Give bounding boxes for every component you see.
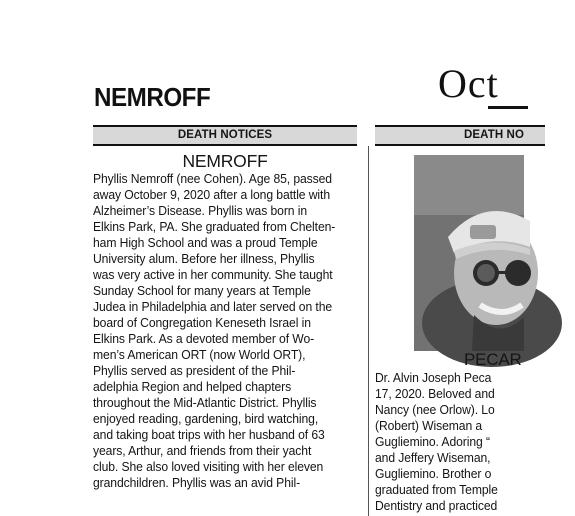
- obituary-line: Judea in Philadelphia and later served on the: [93, 299, 333, 314]
- section-label-death-notices: DEATH NOTICES: [93, 125, 357, 146]
- obituary-column-nemroff: [93, 125, 357, 491]
- obituary-line: Alzheimer’s Disease. Phyllis was born in: [93, 203, 308, 218]
- obituary-photo: [414, 155, 524, 351]
- obituary-line: was very active in her community. She taught: [93, 267, 333, 282]
- obituary-body: [375, 370, 565, 514]
- obituary-line: and Jeffery Wiseman,: [375, 450, 491, 465]
- obituary-line: away October 9, 2020 after a long battle with: [93, 187, 330, 202]
- obituary-name-header: NEMROFF: [94, 82, 211, 112]
- obituary-line: Dr. Alvin Joseph Peca: [375, 370, 492, 385]
- obituary-line: Sunday School for many years at Temple: [93, 283, 311, 298]
- obituary-line: (Robert) Wiseman a: [375, 418, 483, 433]
- obituary-line: ham High School and was a proud Temple: [93, 235, 318, 250]
- section-label-death-notices: DEATH NO: [375, 125, 545, 146]
- obituary-line: Phyllis Nemroff (nee Cohen). Age 85, passed: [93, 171, 332, 186]
- obituary-line: Nancy (nee Orlow). Lo: [375, 402, 495, 417]
- obituary-line: Dentistry and practiced: [375, 498, 498, 513]
- obituary-line: Elkins Park, PA. She graduated from Chelten-: [93, 219, 336, 234]
- obituary-line: Gugliemino. Adoring “: [375, 434, 490, 449]
- obituary-line: Elkins Park. As a devoted member of Wo-: [93, 331, 315, 346]
- obituary-line: adelphia Region and helped chapters: [93, 379, 292, 394]
- obituary-line: Phyllis served as president of the Phil-: [93, 363, 296, 378]
- month-header: Oct: [438, 61, 499, 106]
- obituary-line: throughout the Mid-Atlantic District. Phyllis: [93, 395, 317, 410]
- obituary-column-pecar: [375, 370, 575, 514]
- obituary-line: years, Arthur, and friends from their yacht: [93, 443, 312, 458]
- obituary-body: [93, 171, 357, 491]
- obituary-line: University alum. Before her illness, Phyllis: [93, 251, 315, 266]
- obituary-line: and taking boat trips with her husband of 63: [93, 427, 325, 442]
- obituary-line: club. She also loved visiting with her eleven: [93, 459, 324, 474]
- column-divider: [368, 146, 369, 516]
- obituary-line: 17, 2020. Beloved and: [375, 386, 495, 401]
- obituary-line: grandchildren. Phyllis was an avid Phil-: [93, 475, 301, 490]
- obituary-line: graduated from Temple: [375, 482, 498, 497]
- obituary-title-pecar: PECAR: [464, 350, 522, 369]
- obituary-title: NEMROFF: [182, 151, 268, 171]
- obituary-line: board of Congregation Keneseth Israel in: [93, 315, 311, 330]
- obituary-line: Gugliemino. Brother o: [375, 466, 492, 481]
- portrait-illustration: [414, 155, 524, 351]
- obituary-column-pecar-header: [375, 125, 545, 146]
- obituary-line: enjoyed reading, gardening, bird watching,: [93, 411, 319, 426]
- month-header-rule: [488, 106, 528, 109]
- obituary-line: men’s American ORT (now World ORT),: [93, 347, 306, 362]
